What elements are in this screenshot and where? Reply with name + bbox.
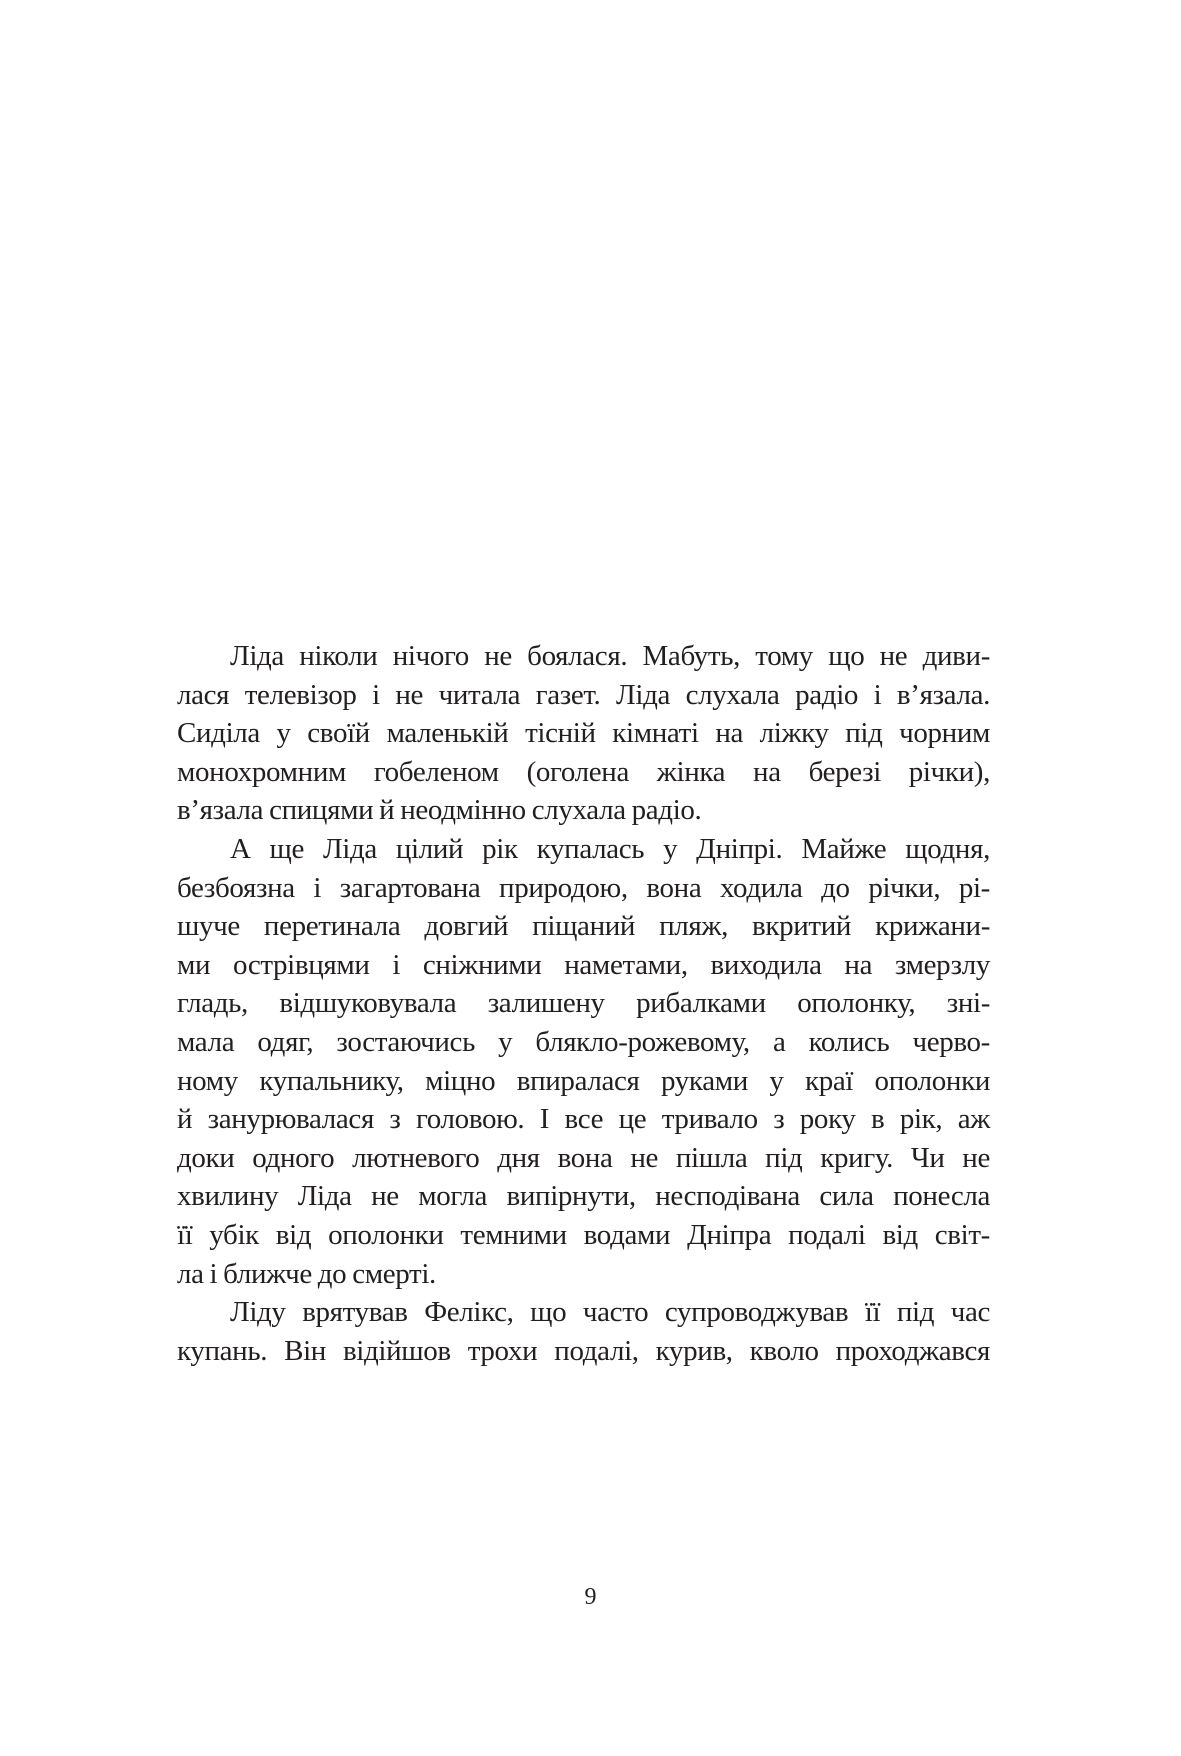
text-line: Ліду врятував Фелікс, що часто супроводжував її під час (230, 1296, 990, 1329)
text-line: лася телевізор і не читала газет. Ліда слухала радіо і в’язала. (177, 678, 990, 711)
text-line: в’язала спицями й неодмінно слухала радіо. (177, 794, 702, 827)
text-line: монохромним гобеленом (оголена жінка на березі річки), (177, 755, 990, 788)
text-line: Ліда ніколи нічого не боялася. Мабуть, тому що не диви- (230, 640, 990, 672)
text-line: ми острівцями і сніжними наметами, виходила на змерзлу (177, 948, 990, 981)
text-line: й занурювалася з головою. І все це тривало з року в рік, аж (177, 1103, 990, 1136)
text-line: Сиділа у своїй маленькій тісній кімнаті на ліжку під чорним (177, 717, 990, 750)
text-line: шуче перетинала довгий піщаний пляж, вкритий крижани- (177, 910, 990, 943)
text-line: хвилину Ліда не могла випірнути, несподівана сила понесла (177, 1180, 990, 1213)
paragraph (177, 637, 990, 830)
text-line: купань. Він відійшов трохи подалі, курив, кволо проходжався (177, 1334, 990, 1367)
text-line: безбоязна і загартована природою, вона ходила до річки, рі- (177, 871, 990, 904)
text-line: гладь, відшуковувала залишену рибалками ополонку, зні- (177, 987, 990, 1020)
text-line: доки одного лютневого дня вона не пішла під кригу. Чи не (177, 1141, 990, 1174)
text-line: її убік від ополонки темними водами Дніпра подалі від світ- (177, 1218, 990, 1251)
text-line: мала одяг, зостаючись у блякло-рожевому, а колись черво- (177, 1025, 990, 1058)
paragraph (177, 830, 990, 1293)
text-line: ному купальнику, міцно впиралася руками у краї ополонки (177, 1064, 990, 1097)
body-text (177, 637, 990, 1370)
text-line: ла і ближче до смерті. (177, 1257, 436, 1290)
paragraph (177, 1293, 990, 1370)
text-line: А ще Ліда цілий рік купалась у Дніпрі. Майже щодня, (230, 832, 990, 865)
page-number: 9 (584, 1584, 597, 1610)
